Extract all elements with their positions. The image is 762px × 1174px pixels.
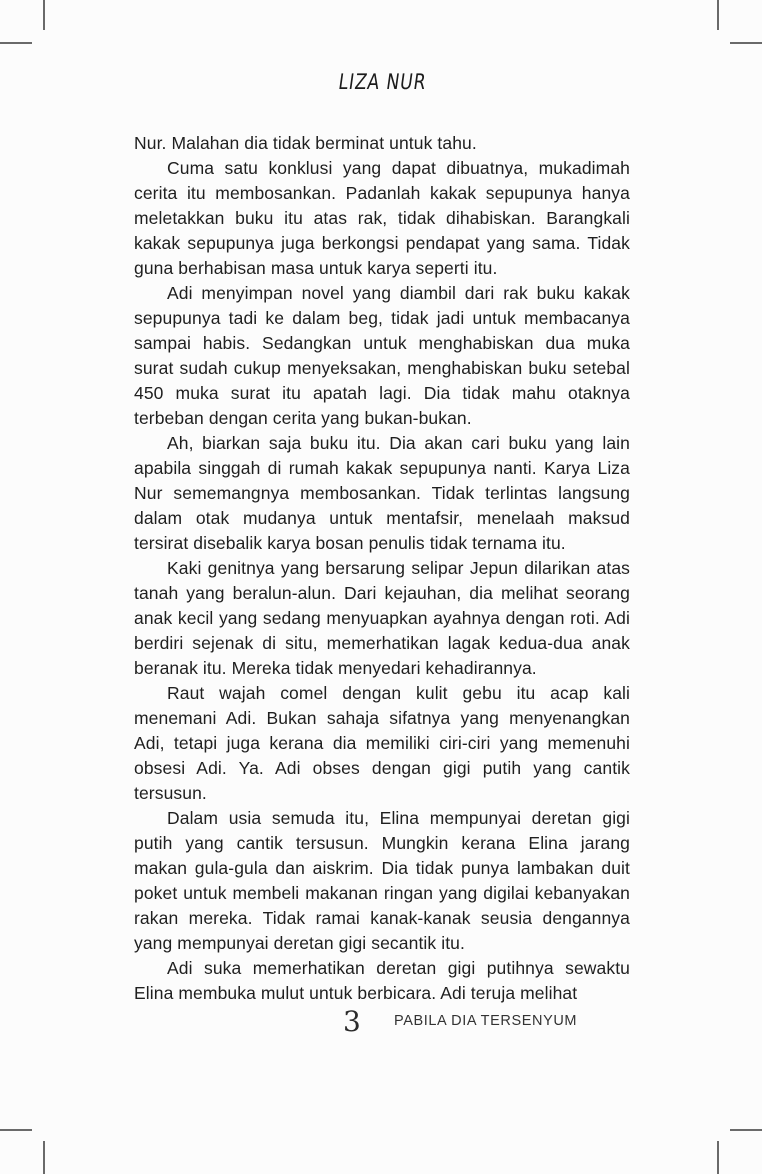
running-header-author: LIZA NUR [336,69,428,95]
body-paragraph: Kaki genitnya yang bersarung selipar Jepun dilarikan atas tanah yang beralun-alun. Dari kejauhan, dia melihat seorang anak kecil yang sedang menyuapkan ayahnya dengan roti. Adi berdiri sejenak di situ, memerhatikan lagak kedua-dua anak beranak itu. Mereka tidak menyedari kehadirannya. [134,558,630,678]
body-paragraph: Adi suka memerhatikan deretan gigi putihnya sewaktu Elina membuka mulut untuk berbicara. Adi teruja melihat [134,958,630,1003]
crop-mark-bottom-left-vertical [43,1141,45,1174]
body-paragraph: Dalam usia semuda itu, Elina mempunyai deretan gigi putih yang cantik tersusun. Mungkin kerana Elina jarang makan gula-gula dan aiskrim. Dia tidak punya lambakan duit poket untuk membeli makanan ringan yang digilai kebanyakan rakan mereka. Tidak ramai kanak-kanak seusia dengannya yang mempunyai deretan gigi secantik itu. [134,808,630,953]
running-header [134,70,630,94]
crop-mark-bottom-left-horizontal [0,1129,32,1131]
page-number: 3 [343,1005,361,1038]
body-paragraph: Nur. Malahan dia tidak berminat untuk tahu. [134,133,477,153]
crop-mark-top-right-vertical [717,0,719,30]
footer-book-title: PABILA DIA TERSENYUM [394,1013,578,1029]
crop-mark-top-left-vertical [43,0,45,30]
body-paragraph: Ah, biarkan saja buku itu. Dia akan cari buku yang lain apabila singgah di rumah kakak sepupunya nanti. Karya Liza Nur sememangnya membosankan. Tidak terlintas langsung dalam otak mudanya untuk mentafsir, menelaah maksud tersirat disebalik karya bosan penulis tidak ternama itu. [134,433,630,553]
body-paragraph: Adi menyimpan novel yang diambil dari rak buku kakak sepupunya tadi ke dalam beg, tidak jadi untuk membacanya sampai habis. Sedangkan untuk menghabiskan dua muka surat sudah cukup menyeksakan, menghabiskan buku setebal 450 muka surat itu apatah lagi. Dia tidak mahu otaknya terbeban dengan cerita yang bukan-bukan. [134,283,630,428]
body-paragraph: Cuma satu konklusi yang dapat dibuatnya, mukadimah cerita itu membosankan. Padanlah kakak sepupunya hanya meletakkan buku itu atas rak, tidak dihabiskan. Barangkali kakak sepupunya juga berkongsi pendapat yang sama. Tidak guna berhabisan masa untuk karya seperti itu. [134,158,630,278]
crop-mark-bottom-right-horizontal [730,1129,762,1131]
page-body-text [134,131,630,1006]
crop-mark-bottom-right-vertical [717,1141,719,1174]
crop-mark-top-left-horizontal [0,42,32,44]
crop-mark-top-right-horizontal [730,42,762,44]
body-paragraph: Raut wajah comel dengan kulit gebu itu acap kali menemani Adi. Bukan sahaja sifatnya yang menyenangkan Adi, tetapi juga kerana dia memiliki ciri-ciri yang memenuhi obsesi Adi. Ya. Adi obses dengan gigi putih yang cantik tersusun. [134,683,630,803]
